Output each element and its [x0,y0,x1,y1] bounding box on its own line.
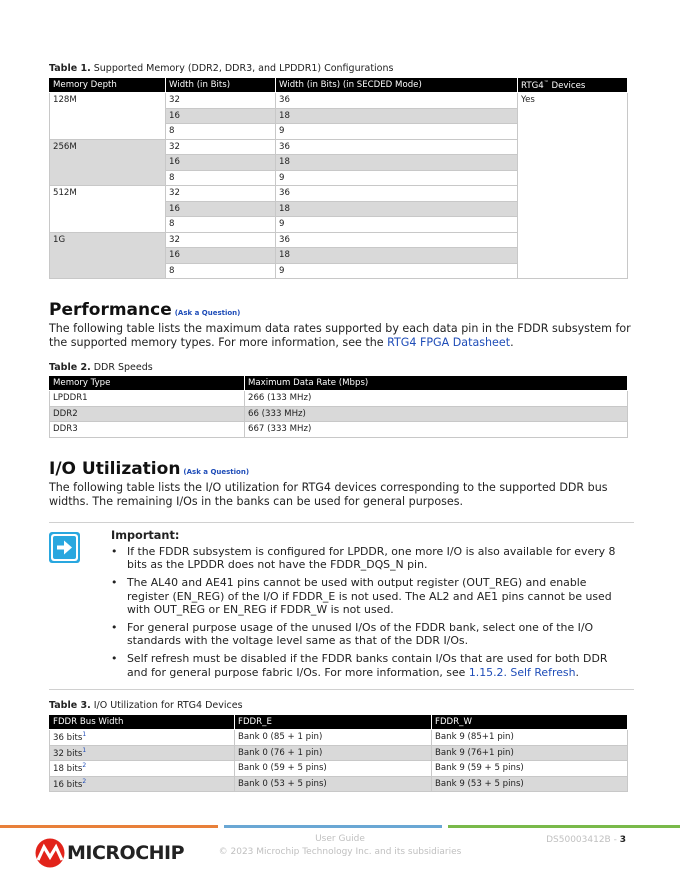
memory-depth-cell: 512M [50,186,166,233]
width-cell: 32 [166,93,276,109]
list-item: • For general purpose usage of the unused I/Os of the FDDR bank, select one of the I/O standards with the voltage level same as that of the DDR I/Os. [111,621,631,647]
width-cell: 16 [166,248,276,264]
list-item-text-end: . [575,665,579,679]
width-cell: 8 [166,124,276,140]
table3-header: FDDR_W [432,715,628,730]
table-cell [50,730,235,746]
table-row [50,406,628,422]
arrow-right-icon [49,532,80,563]
devices-cell: Yes [518,93,628,279]
secded-width-cell: 18 [276,108,518,124]
trademark: ™ [543,79,549,86]
list-item-text: Self refresh must be disabled if the FDDR banks contain I/Os that are used for both DDR and for general purpose fabric I/Os. For more information, see [127,652,608,679]
table-cell: Bank 0 (59 + 5 pins) [235,761,432,777]
width-cell: 32 [166,232,276,248]
io-utilization-heading [49,459,249,479]
datasheet-link[interactable]: RTG4 FPGA Datasheet [387,335,511,349]
table-cell: DDR2 [50,406,245,422]
table-cell: Bank 9 (53 + 5 pins) [432,776,628,792]
secded-width-cell: 36 [276,232,518,248]
footer-doc-type: User Guide [315,834,365,844]
width-cell: 32 [166,186,276,202]
bus-width: 32 bits [53,748,83,759]
bus-width: 16 bits [53,779,83,790]
ddr-speeds-table [49,375,628,438]
important-title: Important: [111,529,180,542]
width-cell: 8 [166,217,276,233]
io-utilization-table [49,714,628,792]
table-cell: Bank 9 (85+1 pin) [432,730,628,746]
table-row [50,93,628,109]
table3-header: FDDR_E [235,715,432,730]
page-number: 3 [619,835,626,845]
table-cell: Bank 0 (76 + 1 pin) [235,745,432,761]
table1-header: Width (in Bits) [166,78,276,93]
performance-text-end: . [510,335,514,349]
secded-width-cell: 18 [276,155,518,171]
performance-title: Performance [49,300,172,320]
table-cell: DDR3 [50,422,245,438]
io-paragraph: The following table lists the I/O utilization for RTG4 devices corresponding to the supported DDR bus widths. The remaining I/Os in the banks can be used for general purposes. [49,481,608,508]
footnote-link[interactable]: 2 [82,762,87,770]
footer-bar-orange [0,825,218,828]
table-cell [50,761,235,777]
bus-width: 18 bits [53,764,83,775]
ask-question-link[interactable]: (Ask a Question) [183,468,250,476]
table-cell: LPDDR1 [50,391,245,407]
width-cell: 16 [166,201,276,217]
table-cell [50,776,235,792]
table1-caption [49,63,393,74]
table1-header-devices: Devices [551,80,586,91]
table-cell: 66 (333 MHz) [245,406,628,422]
table1-header [518,78,628,93]
bus-width: 36 bits [53,733,83,744]
footer-color-bars [0,825,680,828]
table2-caption-text: DDR Speeds [93,362,153,373]
secded-width-cell: 36 [276,139,518,155]
memory-depth-cell: 256M [50,139,166,186]
secded-width-cell: 36 [276,93,518,109]
important-list [111,545,631,684]
table1-caption-text: Supported Memory (DDR2, DDR3, and LPDDR1) Configurations [93,63,394,74]
table3-header: FDDR Bus Width [50,715,235,730]
footer-page-info [546,835,626,845]
memory-depth-cell: 128M [50,93,166,140]
secded-width-cell: 18 [276,201,518,217]
io-utilization-title: I/O Utilization [49,459,181,479]
table-row [50,730,628,746]
width-cell: 32 [166,139,276,155]
table1-header-rtg4: RTG4 [521,80,544,91]
table-cell: Bank 0 (85 + 1 pin) [235,730,432,746]
secded-width-cell: 36 [276,186,518,202]
performance-text: The following table lists the maximum data rates supported by each data pin in the FDDR subsystem for the supported memory types. For more information, see the [49,322,631,349]
footnote-link[interactable]: 1 [82,746,87,754]
table-cell: 266 (133 MHz) [245,391,628,407]
width-cell: 16 [166,108,276,124]
secded-width-cell: 18 [276,248,518,264]
list-item: • The AL40 and AE41 pins cannot be used with output register (OUT_REG) and enable register (EN_REG) of the I/O if FDDR_E is not used. The AL2 and AE1 pins cannot be used with OUT_REG or EN_REG if FDDR_W is not used. [111,576,631,616]
table2-header: Maximum Data Rate (Mbps) [245,376,628,391]
width-cell: 16 [166,155,276,171]
table3-caption [49,700,243,711]
table-cell: 667 (333 MHz) [245,422,628,438]
footer-bar-green [448,825,680,828]
self-refresh-link[interactable]: 1.15.2. Self Refresh [468,665,576,679]
table-cell [50,745,235,761]
ask-question-link[interactable]: (Ask a Question) [174,309,241,317]
list-item: • If the FDDR subsystem is configured for LPDDR, one more I/O is also available for every 8 bits as the LPDDR does not have the FDDR_DQS_N pin. [111,545,631,571]
secded-width-cell: 9 [276,124,518,140]
footer-bar-blue [224,825,442,828]
table-row [50,761,628,777]
memory-config-table [49,77,628,279]
table-cell: Bank 9 (59 + 5 pins) [432,761,628,777]
footnote-link[interactable]: 1 [82,731,87,739]
footer-copyright: © 2023 Microchip Technology Inc. and its subsidiaries [218,847,462,857]
table-row [50,422,628,438]
table-row [50,776,628,792]
separator: - [613,835,617,845]
important-note [49,522,634,690]
list-item [111,652,631,678]
table-cell: Bank 9 (76+1 pin) [432,745,628,761]
doc-id: DS50003412B [546,835,611,845]
table1-caption-label: Table 1. [49,63,91,74]
table-row [50,745,628,761]
table2-caption-label: Table 2. [49,362,91,373]
footnote-link[interactable]: 2 [82,777,87,785]
performance-heading [49,300,240,320]
secded-width-cell: 9 [276,217,518,233]
table3-caption-label: Table 3. [49,700,91,711]
secded-width-cell: 9 [276,170,518,186]
table3-caption-text: I/O Utilization for RTG4 Devices [93,700,243,711]
table2-caption [49,362,153,373]
performance-paragraph [49,322,639,349]
table-cell: Bank 0 (53 + 5 pins) [235,776,432,792]
table-row [50,391,628,407]
memory-depth-cell: 1G [50,232,166,279]
table1-header: Width (in Bits) (in SECDED Mode) [276,78,518,93]
secded-width-cell: 9 [276,263,518,279]
table1-header: Memory Depth [50,78,166,93]
logo-text: MICROCHIP [67,842,185,864]
width-cell: 8 [166,170,276,186]
width-cell: 8 [166,263,276,279]
table2-header: Memory Type [50,376,245,391]
